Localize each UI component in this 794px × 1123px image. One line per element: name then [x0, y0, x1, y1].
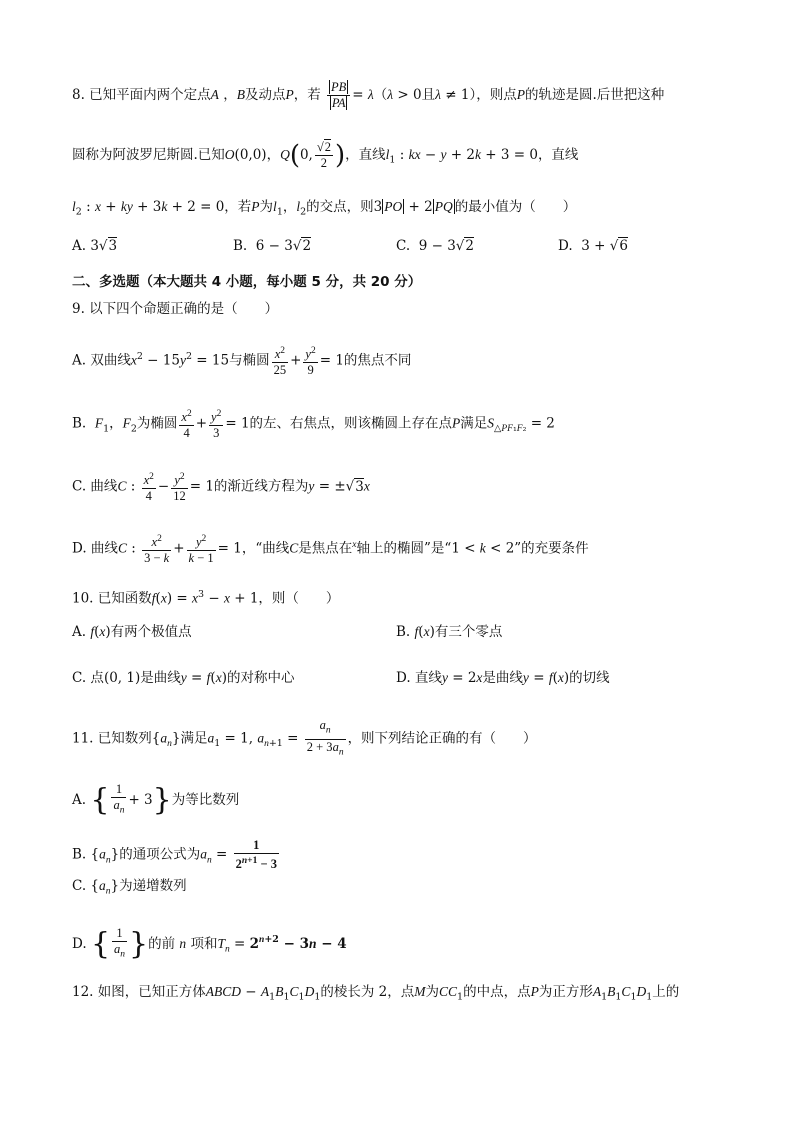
q9-option-c: C. 曲线C : $\frac{x^2}{4}$ − $\frac{y^2}{12}$ = 1的渐近线方程为y = ±√3x — [72, 472, 370, 504]
q11-option-c: C. $\{a_n\}$为递增数列 — [72, 878, 187, 897]
section-heading-multi-choice: 二、多选题（本大题共 4 小题，每小题 5 分，共 20 分） — [72, 274, 422, 290]
q10-option-c: C. 点(0, 1)是曲线y = f(x)的对称中心 — [72, 670, 295, 686]
q10-option-b: B. f(x)有三个零点 — [396, 624, 503, 640]
ratio-pb-pa: $\frac{PB}{PA}$ — [327, 80, 350, 111]
q8-line-2: 圆称为阿波罗尼斯圆.已知O(0,0)，Q(0, $\frac{√2}{2}$ )，直线$l_1$ : kx − y + 2k + 3 = 0，直线 — [72, 140, 579, 171]
q10-option-a: A. f(x)有两个极值点 — [72, 624, 192, 640]
q8-option-a: A. 3√3 — [72, 238, 118, 254]
q10-option-d: D. 直线y = 2x是曲线y = f(x)的切线 — [396, 670, 610, 686]
q8-line-3: $l_2$ : x + ky + 3k + 2 = 0，若P为$l_1$，$l_2$的交点，则3 PO + 2 PQ 的最小值为（ ） — [72, 199, 577, 218]
q11-stem: 11. 已知数列$\{a_n\}$满足$a_1 = 1$, $a_{n+1}$ = $\frac{a_n}{2 + 3a_n}$ ，则下列结论正确的有（ ） — [72, 718, 537, 757]
q11-option-a: A. { $\frac{1}{a_n}$ + 3}为等比数列 — [72, 782, 240, 818]
q12-stem: 12. 如图，已知正方体ABCD − $A_1B_1C_1D_1$的棱长为 2，点M为$CC_1$的中点，点P为正方形$A_1B_1C_1D_1$上的 — [72, 984, 680, 1003]
q8-option-b: B. 6 − 3√2 — [233, 238, 312, 254]
q11-option-b: B. $\{a_n\}$的通项公式为$a_n$ = $\frac{1}{2^{n+1} - 3}$ — [72, 838, 277, 872]
q8-option-d: D. 3 + √6 — [558, 238, 628, 254]
q11-option-d: D. { $\frac{1}{a_n}$ }的前 n 项和$T_n = 2^{n+2} - 3n - 4$ — [72, 926, 347, 962]
q10-stem: 10. 已知函数$f(x) = x^3 - x + 1$，则（ ） — [72, 589, 340, 607]
q9-stem: 9. 以下四个命题正确的是（ ） — [72, 301, 279, 317]
q9-option-b: B. $F_1$，$F_2$为椭圆 $\frac{x^2}{4}$ + $\frac{y^2}{3}$ = 1的左、右焦点，则该椭圆上存在点P满足$S_{\triangle PF_1F_2} = 2$ — [72, 409, 555, 441]
q8-line-1: 8. 已知平面内两个定点A ，B及动点P，若 $\frac{PB}{PA}$ = λ（λ > 0且λ ≠ 1），则点P的轨迹是圆.后世把这种 — [72, 80, 665, 110]
q8-option-c: C. 9 − 3√2 — [396, 238, 474, 254]
q9-option-d: D. 曲线C : $\frac{x^2}{3 - k}$ + $\frac{y^2}{k - 1}$ = 1，“曲线C是焦点在$^x$轴上的椭圆”是“1 < k < 2”的充要条件 — [72, 534, 589, 566]
q9-option-a: A. 双曲线$x^2 - 15y^2 = 15$与椭圆 $\frac{x^2}{25}$ + $\frac{y^2}{9}$ = 1的焦点不同 — [72, 346, 412, 378]
